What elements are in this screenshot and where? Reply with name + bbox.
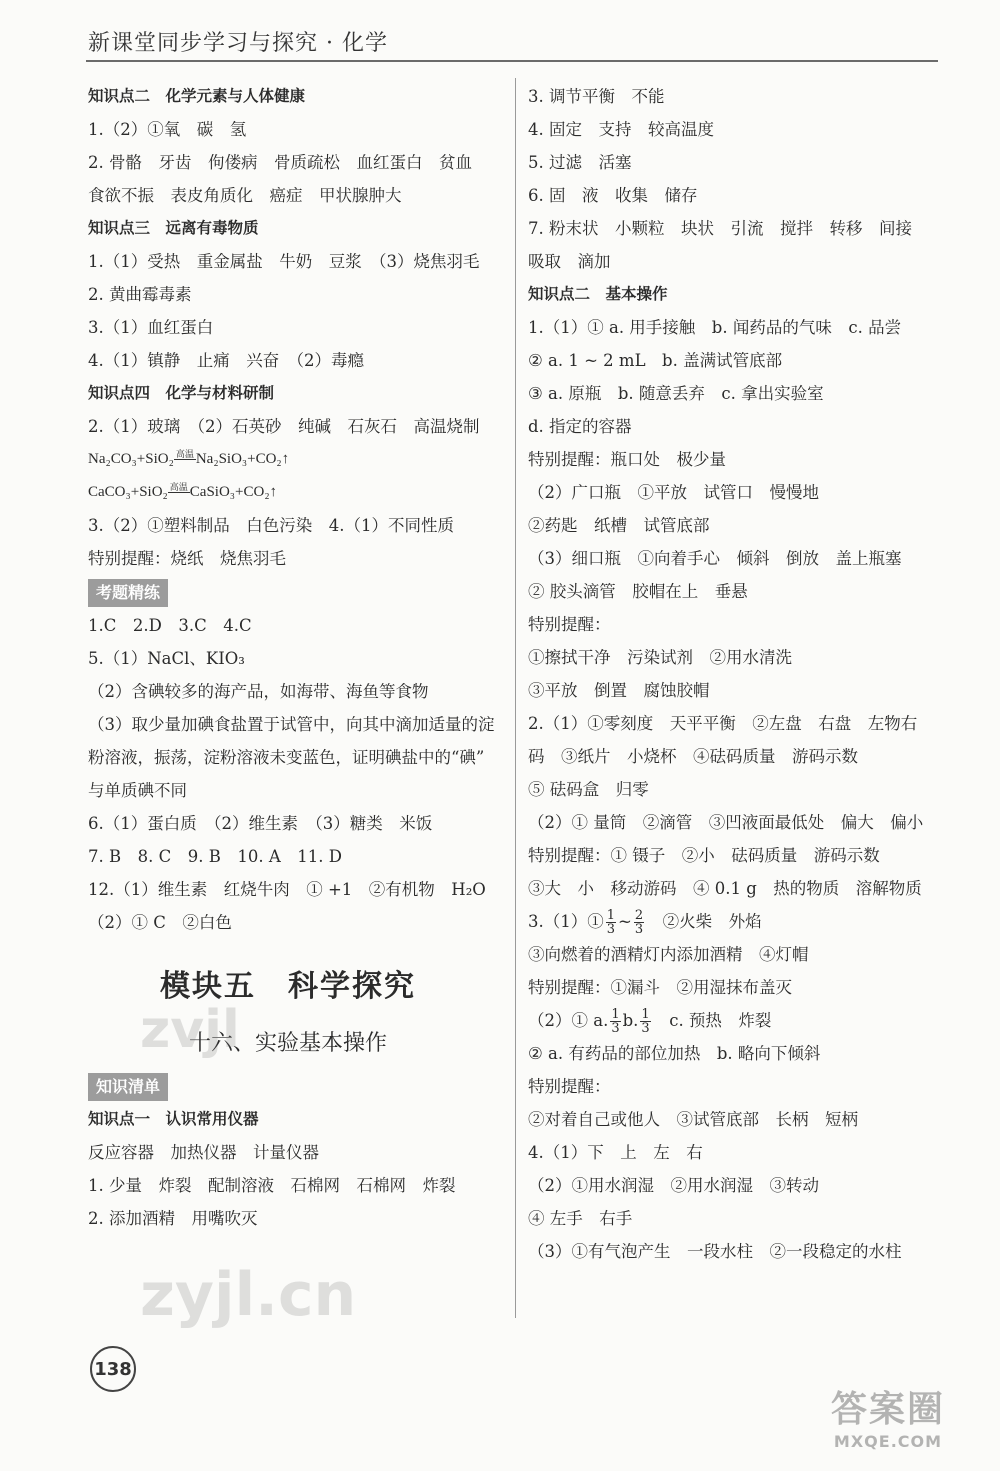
answer-line: 粉溶液，振荡，淀粉溶液未变蓝色，证明碘盐中的“碘” — [88, 748, 485, 767]
fraction-denominator: 3 — [641, 1021, 650, 1036]
answer-line: 特别提醒： — [528, 615, 611, 634]
answer-line-fraction — [528, 905, 940, 938]
section-box-label: 知识清单 — [88, 1073, 168, 1101]
answer-line: 2. 骨骼 牙齿 佝偻病 骨质疏松 血红蛋白 贫血 — [88, 153, 472, 172]
chemical-equation — [88, 443, 500, 476]
answer-line: 2. 黄曲霉毒素 — [88, 285, 192, 304]
answer-line: ③向燃着的酒精灯内添加酒精 ④灯帽 — [528, 945, 809, 964]
page-header-title: 新课堂同步学习与探究 · 化学 — [88, 31, 388, 56]
answer-line: 1.（1）① a. 用手接触 b. 闻药品的气味 c. 品尝 — [528, 318, 902, 337]
answer-line: 4.（1）下 上 左 右 — [528, 1143, 703, 1162]
fraction — [640, 1008, 650, 1035]
answer-line: 1.（2）①氧 碳 氢 — [88, 120, 247, 139]
equation-products: Na₂SiO₃+CO₂↑ — [195, 451, 290, 467]
answer-line: ③平放 倒置 腐蚀胶帽 — [528, 681, 710, 700]
equation-reactants: CaCO₃+SiO₂ — [88, 484, 168, 500]
fraction — [634, 909, 644, 936]
answer-line: 码 ③纸片 小烧杯 ④砝码质量 游码示数 — [528, 747, 858, 766]
header-rule — [86, 60, 938, 62]
corner-logo-bottom: MXQE.COM — [833, 1432, 943, 1451]
answer-suffix: ②火柴 外焰 — [646, 912, 762, 931]
right-column — [528, 80, 940, 1268]
answer-line: 4.（1）镇静 止痛 兴奋 （2）毒瘾 — [88, 351, 364, 370]
answer-line: 1.C 2.D 3.C 4.C — [88, 616, 252, 635]
answer-line: 2.（1）①零刻度 天平平衡 ②左盘 右盘 左物右 — [528, 714, 918, 733]
equation-products: CaSiO₃+CO₂↑ — [189, 484, 278, 500]
equation-condition: 高温 — [175, 449, 194, 459]
answer-line: 3.（1）血红蛋白 — [88, 318, 214, 337]
answer-line: 1.（1）受热 重金属盐 牛奶 豆浆 （3）烧焦羽毛 — [88, 252, 480, 271]
answer-line: （2）广口瓶 ①平放 试管口 慢慢地 — [528, 483, 819, 502]
fraction-numerator: 2 — [634, 908, 644, 923]
answer-line: 2. 添加酒精 用嘴吹灭 — [88, 1209, 258, 1228]
answer-line: ②对着自己或他人 ③试管底部 长柄 短柄 — [528, 1110, 858, 1129]
answer-line: 6.（1）蛋白质 （2）维生素 （3）糖类 米饭 — [88, 814, 433, 833]
answer-line: 2.（1）玻璃 （2）石英砂 纯碱 石灰石 高温烧制 — [88, 417, 480, 436]
answer-line: （2）①用水润湿 ②用水润湿 ③转动 — [528, 1176, 819, 1195]
watermark-1: zvjl — [140, 1000, 240, 1060]
fraction-denominator: 3 — [606, 922, 616, 937]
answer-mid: ~ — [618, 912, 632, 931]
column-divider — [515, 78, 516, 1318]
corner-logo — [831, 1381, 945, 1451]
answer-line: 4. 固定 支持 较高温度 — [528, 120, 714, 139]
fraction — [610, 1008, 620, 1035]
watermark-2: zyjl.cn — [140, 1260, 357, 1330]
fraction-denominator: 3 — [634, 922, 644, 937]
corner-logo-top: 答案圈 — [830, 1389, 945, 1430]
fraction-numerator: 1 — [611, 1007, 620, 1022]
answer-prefix: 3.（1）① — [528, 912, 604, 931]
answer-line-fraction — [528, 1004, 940, 1037]
equation-reactants: Na₂CO₃+SiO₂ — [88, 451, 174, 467]
fraction-numerator: 1 — [606, 908, 616, 923]
answer-line: （3）①有气泡产生 一段水柱 ②一段稳定的水柱 — [528, 1242, 902, 1261]
answer-line: 特别提醒：① 镊子 ②小 砝码质量 游码示数 — [528, 846, 880, 865]
answer-line: ①擦拭干净 污染试剂 ②用水清洗 — [528, 648, 792, 667]
answer-line: 7. 粉末状 小颗粒 块状 引流 搅拌 转移 间接 — [528, 219, 912, 238]
answer-line: （2）① C ②白色 — [88, 913, 232, 932]
answer-line: 7. B 8. C 9. B 10. A 11. D — [88, 847, 342, 866]
answer-line: 3.（2）①塑料制品 白色污染 4.（1）不同性质 — [88, 516, 454, 535]
answer-line: ② 胶头滴管 胶帽在上 垂悬 — [528, 582, 748, 601]
answer-line: 特别提醒：瓶口处 极少量 — [528, 450, 726, 469]
section-box-label: 考题精练 — [88, 579, 168, 607]
fraction — [606, 909, 616, 936]
answer-line: d. 指定的容器 — [528, 417, 632, 436]
answer-line: ②药匙 纸槽 试管底部 — [528, 516, 710, 535]
answer-prefix: （2）① a. — [528, 1011, 609, 1030]
answer-line: ② a. 1 ~ 2 mL b. 盖满试管底部 — [528, 351, 783, 370]
answer-line: 1. 少量 炸裂 配制溶液 石棉网 石棉网 炸裂 — [88, 1176, 456, 1195]
answer-line: （3）取少量加碘食盐置于试管中，向其中滴加适量的淀 — [88, 715, 495, 734]
module-title: 模块五 科学探究 — [160, 969, 416, 1004]
answer-line: 5.（1）NaCl、KIO₃ — [88, 649, 245, 668]
answer-line: 吸取 滴加 — [528, 252, 611, 271]
answer-line: 食欲不振 表皮角质化 癌症 甲状腺肿大 — [88, 186, 402, 205]
section-box-wrapper — [88, 575, 500, 609]
answer-line: 与单质碘不同 — [88, 781, 187, 800]
answer-line: ③大 小 移动游码 ④ 0.1 g 热的物质 溶解物质 — [528, 879, 922, 898]
fraction-numerator: 1 — [641, 1007, 650, 1022]
answer-line: （2）① 量筒 ②滴管 ③凹液面最低处 偏大 偏小 — [528, 813, 924, 832]
answer-line: 3. 调节平衡 不能 — [528, 87, 665, 106]
chemical-equation — [88, 476, 500, 509]
answer-line: 特别提醒：烧纸 烧焦羽毛 — [88, 549, 286, 568]
section-box-wrapper — [88, 1069, 500, 1103]
answer-line: （3）细口瓶 ①向着手心 倾斜 倒放 盖上瓶塞 — [528, 549, 902, 568]
answer-line: 特别提醒： — [528, 1077, 611, 1096]
answer-mid: b. — [622, 1011, 639, 1030]
section-heading: 知识点二 基本操作 — [528, 285, 668, 303]
answer-line: 反应容器 加热仪器 计量仪器 — [88, 1143, 319, 1162]
chapter-title: 十六、实验基本操作 — [188, 1031, 387, 1056]
answer-line: ④ 左手 右手 — [528, 1209, 633, 1228]
section-heading: 知识点四 化学与材料研制 — [88, 384, 275, 402]
left-column — [88, 80, 500, 1235]
answer-line: ② a. 有药品的部位加热 b. 略向下倾斜 — [528, 1044, 821, 1063]
answer-line: ③ a. 原瓶 b. 随意丢弃 c. 拿出实验室 — [528, 384, 824, 403]
answer-line: 12.（1）维生素 红烧牛肉 ① +1 ②有机物 H₂O — [88, 880, 486, 899]
answer-line: ⑤ 砝码盒 归零 — [528, 780, 649, 799]
section-heading: 知识点二 化学元素与人体健康 — [88, 87, 306, 105]
answer-line: （2）含碘较多的海产品，如海带、海鱼等食物 — [88, 682, 429, 701]
section-heading: 知识点一 认识常用仪器 — [88, 1110, 259, 1128]
answer-line: 5. 过滤 活塞 — [528, 153, 632, 172]
page-number: 138 — [90, 1346, 136, 1392]
equation-condition: 高温 — [169, 482, 188, 492]
answer-line: 6. 固 液 收集 储存 — [528, 186, 698, 205]
fraction-denominator: 3 — [611, 1021, 620, 1036]
section-heading: 知识点三 远离有毒物质 — [88, 219, 259, 237]
answer-suffix: c. 预热 炸裂 — [652, 1011, 772, 1030]
answer-line: 特别提醒：①漏斗 ②用湿抹布盖灭 — [528, 978, 792, 997]
